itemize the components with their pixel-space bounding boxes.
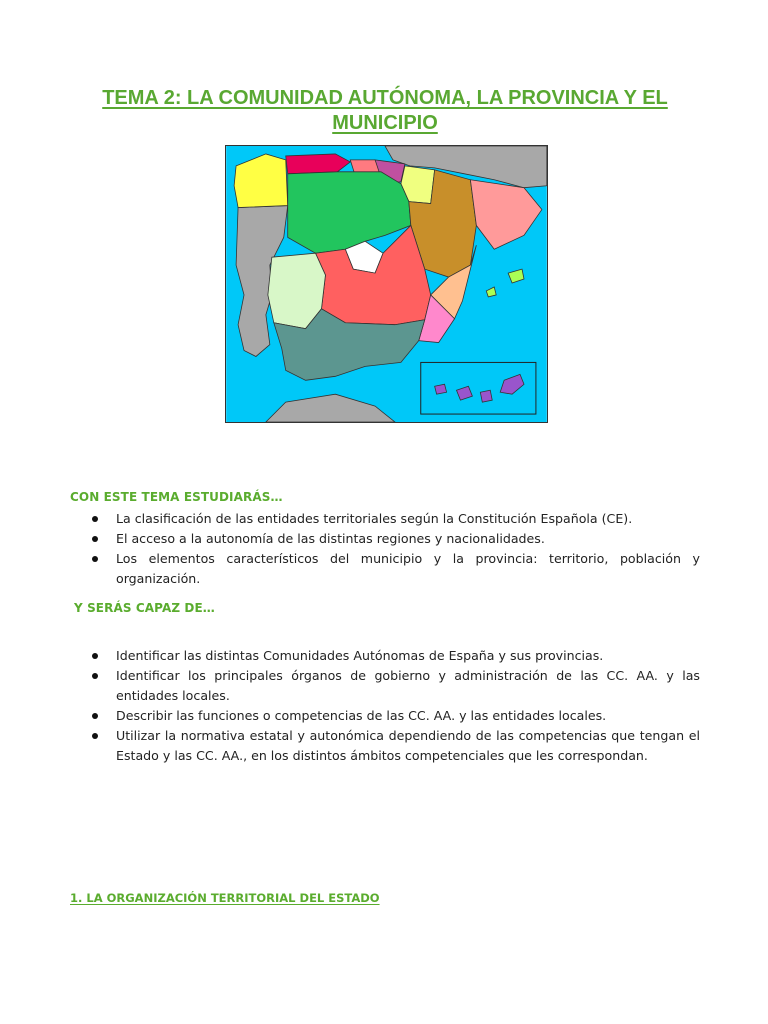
study-list [70, 509, 700, 589]
bullet-icon [92, 556, 98, 562]
capable-list [70, 646, 700, 766]
list-item: Los elementos característicos del municipio y la provincia: territorio, población y organización. [70, 549, 700, 589]
list-item: La clasificación de las entidades territoriales según la Constitución Española (CE). [70, 509, 700, 529]
list-item: Describir las funciones o competencias de las CC. AA. y las entidades locales. [70, 706, 700, 726]
list-item: Identificar las distintas Comunidades Autónomas de España y sus provincias. [70, 646, 700, 666]
bullet-icon [92, 713, 98, 719]
bullet-icon [92, 653, 98, 659]
capable-heading: Y SERÁS CAPAZ DE… [74, 601, 215, 615]
bullet-icon [92, 673, 98, 679]
bullet-icon [92, 516, 98, 522]
list-item: Utilizar la normativa estatal y autonómica dependiendo de las competencias que tengan el Estado y las CC. AA., en los distintos ámbitos competenciales que les correspondan. [70, 726, 700, 766]
bullet-icon [92, 536, 98, 542]
spain-map-image [225, 145, 548, 423]
bullet-icon [92, 733, 98, 739]
section-1-link[interactable]: 1. LA ORGANIZACIÓN TERRITORIAL DEL ESTADO [70, 891, 380, 905]
list-item: Identificar los principales órganos de gobierno y administración de las CC. AA. y las entidades locales. [70, 666, 700, 706]
list-item: El acceso a la autonomía de las distintas regiones y nacionalidades. [70, 529, 700, 549]
page-title: TEMA 2: LA COMUNIDAD AUTÓNOMA, LA PROVINCIA Y EL MUNICIPIO [102, 87, 668, 134]
spain-autonomous-communities-map-icon [226, 146, 547, 422]
study-heading: CON ESTE TEMA ESTUDIARÁS… [70, 490, 283, 504]
